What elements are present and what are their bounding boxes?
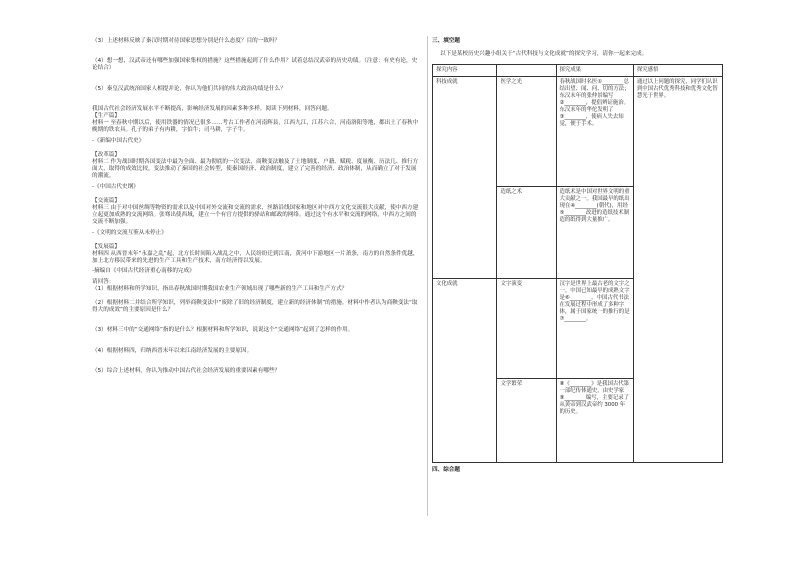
heading-exchange: 【交流篇】 — [92, 197, 120, 204]
result-medicine: 春秋战国时名医①________总结出望、闻、问、切的方法；东汉末年的张仲景编写②________，提倡辨证施治。东汉末年的华佗发明了③________，使病人失去知觉，便于手术。 — [556, 77, 633, 187]
result-script: 汉字是世界上最古老的文字之一。中国已知最早的成熟文字是⑥________。中国古代书法在发展过程中形成了多种字体，属于国家统一的推行的是⑦________。 — [556, 279, 633, 379]
reflection-cell: 通过以上问题的探究，同学们认识到中国古代优秀科技和优秀文化智慧光于世界。 — [633, 77, 722, 463]
material-1: 材料一 至春秋中期以后，使用铁器的情况已很多……考古工作者在河南辉县，江西九江，江苏六合，河南洛阳等地，都出土了春秋中晚期的铁农具。孔子的弟子有冉耕，字伯牛；司马耕，字子牛。 — [92, 120, 419, 134]
material-3: 材料三 由于对中国丝绸等物资的需求以及中国对外交流和交流的需求，丝路沿线国家和地区对中西方文化交流很大贡献，使中西方建立起更加成熟的交流网络。张骞出使西域，建立一个有官方提供的驿站和邮政的网络。通过这个有水平和交流的网络，中西方之间的交流不断加强。 — [92, 205, 419, 226]
source-4: -摘编自《中国古代经济重心南移的完成》 — [92, 268, 195, 275]
category-culture: 文化成就 — [433, 279, 497, 463]
question-4: （4）想一想，汉武帝还有哪些加强国家集权的措施？这些措施起到了什么作用？试着总结汉武帝的历史功绩。（注意：有史有论，史论结合） — [92, 58, 418, 72]
sub-question-4: （4）根据材料四，归纳西晋末年以来江南经济发展的主要原因。 — [92, 347, 253, 354]
material-4: 材料四 从西晋末年“永嘉之乱”起，北方长时间陷入战乱之中，人民纷纷迁到江南，黄河中下游地区一片萧条，南方的自然条件优越，加上北方移民带来的先进的生产工具和生产技术，南方经济得以发展。 — [92, 251, 419, 265]
table-header-row — [433, 65, 723, 77]
answer-prompt: 请回答： — [92, 278, 115, 285]
header-blank — [497, 65, 556, 77]
heading-reform: 【改革篇】 — [92, 151, 120, 158]
category-tech: 科技成就 — [433, 77, 497, 279]
question-5: （5）秦皇汉武统治国家人相提并论，你认为他们共同的伟大政治功绩是什么？ — [92, 85, 286, 92]
item-literature: 文学繁荣 — [497, 379, 556, 463]
table-row — [433, 77, 723, 187]
sub-question-1: （1）根据材料和所学知识，指出春秋战国时期我国农业生产领域出现了哪些新的生产工具和生产方式？ — [92, 285, 348, 292]
sub-question-2: （2）根据材料二并结合所学知识，列举商鞅变法中“废除了旧的经济制度，建立新的经济体制”的措施。材料中作者认为商鞅变法“取得大的成效”的主要原因是什么？ — [92, 300, 418, 314]
section-title: 三、填空题 — [432, 38, 460, 44]
right-column — [432, 38, 728, 475]
header-content: 探究内容 — [433, 65, 497, 77]
source-2: -《中国古代史纲》 — [92, 183, 139, 190]
question-3: （3）上述材料反映了秦汉时期对待国家思想分别是什么态度？目的一致吗？ — [92, 38, 281, 44]
result-literature: ⑧《________》是我国古代第一部纪传体通史，由史学家⑨________编写，主要记录了从黄帝到汉武帝约 3000 年的历史。 — [556, 379, 633, 463]
item-medicine: 医学之光 — [497, 77, 556, 187]
column-divider — [427, 36, 428, 516]
sub-question-3: （3）材料三中的“交通网络”指的是什么？根据材料和所学知识，说说这个“交通网络”起到了怎样的作用。 — [92, 327, 354, 334]
passage-intro: 我国古代社会经济发展水平不断提高，影响经济发展的因素多种多样。阅读下列材料，回答问题。 — [92, 105, 333, 112]
header-results: 探究成果 — [556, 65, 633, 77]
heading-development: 【发展篇】 — [92, 243, 120, 250]
section-intro: 以下是某校历史兴趣小组关于“古代科技与文化成就”的探究学习，请你一起来完成。 — [440, 51, 648, 58]
material-2: 材料二 作为战国时期各国变法中最为全面、最为彻底的一次变法，商鞅变法触及了土地制度、户籍、赋税、度量衡、历法几、推行方面大，取得的成效比较，变法推动了秦国的社会转型，使秦国经济、政治制度，建立了完善的经济、政治体制，从而确立了对于发展的潮流。 — [92, 159, 419, 180]
final-section-title: 四、综合题 — [432, 467, 460, 474]
item-paper: 造纸之术 — [497, 187, 556, 279]
inquiry-table — [432, 64, 723, 463]
result-paper: 造纸术是中国对世界文明的重大贡献之一。我国最早的纸出现在④________(朝代)，用经⑤________改进的造纸技术制造的纸得到大量推广。 — [556, 187, 633, 279]
item-script: 文字演变 — [497, 279, 556, 379]
heading-production: 【生产篇】 — [92, 113, 120, 120]
left-column — [92, 38, 422, 375]
header-reflection: 探究感悟 — [633, 65, 722, 77]
source-3: -《文明的交流互鉴从未停止》 — [92, 229, 167, 236]
source-1: -《新编中国古代史》 — [92, 137, 145, 144]
sub-question-5: （5）综合上述材料，你认为推动中国古代社会经济发展的重要因素有哪些？ — [92, 367, 281, 374]
